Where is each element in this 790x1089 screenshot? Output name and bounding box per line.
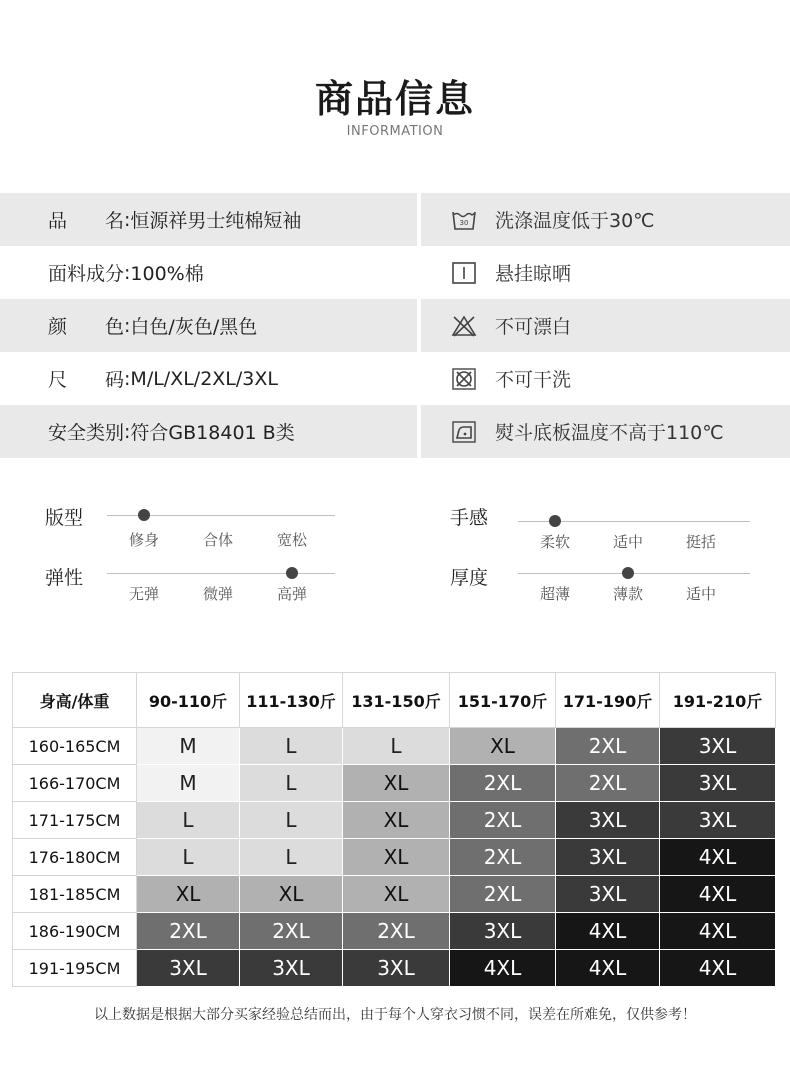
care-cell <box>421 193 790 246</box>
scale-label: 弹性 <box>45 567 84 589</box>
care-cell <box>421 352 790 405</box>
weight-column-header: 111-130斤 <box>240 673 343 728</box>
info-key: 颜 色 <box>48 316 125 338</box>
scale-option: 修身 <box>129 531 160 549</box>
info-colon: : <box>124 208 131 231</box>
scale-label: 手感 <box>450 507 489 529</box>
size-cell: XL <box>343 802 450 839</box>
info-left <box>0 299 417 352</box>
scale-option: 无弹 <box>129 585 160 603</box>
size-cell: 4XL <box>556 913 660 950</box>
info-row-name <box>0 193 790 246</box>
size-chart-table <box>12 672 776 987</box>
scale-elasticity <box>45 563 345 613</box>
care-cell <box>421 246 790 299</box>
size-cell: 4XL <box>660 913 776 950</box>
size-corner-header: 身高/体重 <box>13 673 137 728</box>
weight-column-header: 171-190斤 <box>556 673 660 728</box>
info-colon: : <box>124 261 131 284</box>
care-text: 不可漂白 <box>495 316 572 338</box>
scale-marker <box>622 567 634 579</box>
scale-fit <box>45 503 345 553</box>
size-cell: XL <box>343 876 450 913</box>
size-row <box>13 728 776 765</box>
height-row-header: 171-175CM <box>13 802 137 839</box>
size-cell: XL <box>343 765 450 802</box>
size-cell: 3XL <box>660 728 776 765</box>
height-row-header: 186-190CM <box>13 913 137 950</box>
iron-110-icon <box>451 420 477 444</box>
care-text: 不可干洗 <box>495 369 572 391</box>
size-cell: M <box>137 765 240 802</box>
height-row-header: 181-185CM <box>13 876 137 913</box>
size-cell: 3XL <box>660 802 776 839</box>
size-cell: 2XL <box>450 802 556 839</box>
size-header-row <box>13 673 776 728</box>
scale-option: 适中 <box>686 585 717 603</box>
care-cell <box>421 405 790 458</box>
weight-column-header: 151-170斤 <box>450 673 556 728</box>
size-cell: 3XL <box>240 950 343 987</box>
weight-column-header: 131-150斤 <box>343 673 450 728</box>
scale-track <box>107 573 335 574</box>
size-cell: 4XL <box>660 876 776 913</box>
size-cell: L <box>137 839 240 876</box>
size-row <box>13 950 776 987</box>
size-cell: 2XL <box>556 728 660 765</box>
no-bleach-icon <box>451 314 477 338</box>
scale-option: 合体 <box>203 531 234 549</box>
info-left <box>0 405 417 458</box>
size-cell: XL <box>343 839 450 876</box>
height-row-header: 166-170CM <box>13 765 137 802</box>
scale-label: 版型 <box>45 507 84 529</box>
size-cell: 2XL <box>450 839 556 876</box>
size-cell: 4XL <box>450 950 556 987</box>
hang-dry-icon <box>451 261 477 285</box>
page-subtitle: INFORMATION <box>346 124 444 139</box>
size-cell: 3XL <box>556 839 660 876</box>
weight-column-header: 90-110斤 <box>137 673 240 728</box>
scale-marker <box>286 567 298 579</box>
info-row-size <box>0 352 790 405</box>
info-row-fabric <box>0 246 790 299</box>
info-colon: : <box>124 420 131 443</box>
size-cell: XL <box>240 876 343 913</box>
scale-track <box>518 573 750 574</box>
size-row <box>13 765 776 802</box>
info-colon: : <box>124 367 131 390</box>
size-cell: L <box>240 802 343 839</box>
size-cell: L <box>240 728 343 765</box>
info-key: 尺 码 <box>48 369 125 391</box>
info-row-safety <box>0 405 790 458</box>
scale-option: 微弹 <box>203 585 234 603</box>
size-cell: M <box>137 728 240 765</box>
info-key: 面料成分 <box>48 263 125 285</box>
size-cell: 3XL <box>660 765 776 802</box>
scale-option: 宽松 <box>277 531 308 549</box>
scale-option: 柔软 <box>540 533 571 551</box>
info-key: 安全类别 <box>48 422 125 444</box>
wash-30-icon <box>451 208 477 232</box>
info-left <box>0 352 417 405</box>
size-cell: 3XL <box>556 802 660 839</box>
scale-marker <box>138 509 150 521</box>
care-text: 熨斗底板温度不高于110℃ <box>495 422 724 444</box>
info-key: 品 名 <box>48 210 125 232</box>
page-title: 商品信息 <box>314 77 475 121</box>
care-cell <box>421 299 790 352</box>
size-cell: 3XL <box>343 950 450 987</box>
size-cell: 3XL <box>450 913 556 950</box>
info-value: 白色/灰色/黑色 <box>130 316 258 338</box>
height-row-header: 176-180CM <box>13 839 137 876</box>
info-value: 符合GB18401 B类 <box>130 422 295 444</box>
size-disclaimer: 以上数据是根据大部分买家经验总结而出，由于每个人穿衣习惯不同，误差在所难免，仅供参考！ <box>94 1007 696 1023</box>
svg-text:30: 30 <box>459 218 469 227</box>
info-colon: : <box>124 314 131 337</box>
attribute-scales <box>0 495 790 615</box>
size-cell: 2XL <box>450 876 556 913</box>
no-dry-clean-icon <box>451 367 477 391</box>
size-row <box>13 876 776 913</box>
height-row-header: 160-165CM <box>13 728 137 765</box>
scale-option: 高弹 <box>277 585 308 603</box>
scale-thickness <box>450 563 750 613</box>
size-cell: 3XL <box>137 950 240 987</box>
scale-hand-feel <box>450 503 750 553</box>
size-cell: 4XL <box>556 950 660 987</box>
size-cell: L <box>240 839 343 876</box>
size-cell: 3XL <box>556 876 660 913</box>
info-value: 100%棉 <box>130 263 204 285</box>
product-info-table <box>0 193 790 458</box>
size-cell: 2XL <box>343 913 450 950</box>
scale-option: 薄款 <box>613 585 644 603</box>
scale-option: 超薄 <box>540 585 571 603</box>
size-cell: 2XL <box>556 765 660 802</box>
size-cell: 4XL <box>660 950 776 987</box>
info-value: M/L/XL/2XL/3XL <box>130 367 278 390</box>
weight-column-header: 191-210斤 <box>660 673 776 728</box>
size-cell: 2XL <box>240 913 343 950</box>
info-row-color <box>0 299 790 352</box>
size-cell: L <box>137 802 240 839</box>
care-text: 悬挂晾晒 <box>495 263 572 285</box>
size-cell: L <box>240 765 343 802</box>
info-left <box>0 193 417 246</box>
scale-marker <box>549 515 561 527</box>
size-cell: XL <box>137 876 240 913</box>
scale-option: 挺括 <box>686 533 717 551</box>
scale-option: 适中 <box>613 533 644 551</box>
size-cell: L <box>343 728 450 765</box>
size-cell: 4XL <box>660 839 776 876</box>
scale-label: 厚度 <box>450 567 489 589</box>
size-row <box>13 839 776 876</box>
info-left <box>0 246 417 299</box>
size-cell: 2XL <box>137 913 240 950</box>
height-row-header: 191-195CM <box>13 950 137 987</box>
size-row <box>13 913 776 950</box>
size-cell: 2XL <box>450 765 556 802</box>
size-row <box>13 802 776 839</box>
size-cell: XL <box>450 728 556 765</box>
care-text: 洗涤温度低于30℃ <box>495 210 655 232</box>
info-value: 恒源祥男士纯棉短袖 <box>130 210 302 232</box>
